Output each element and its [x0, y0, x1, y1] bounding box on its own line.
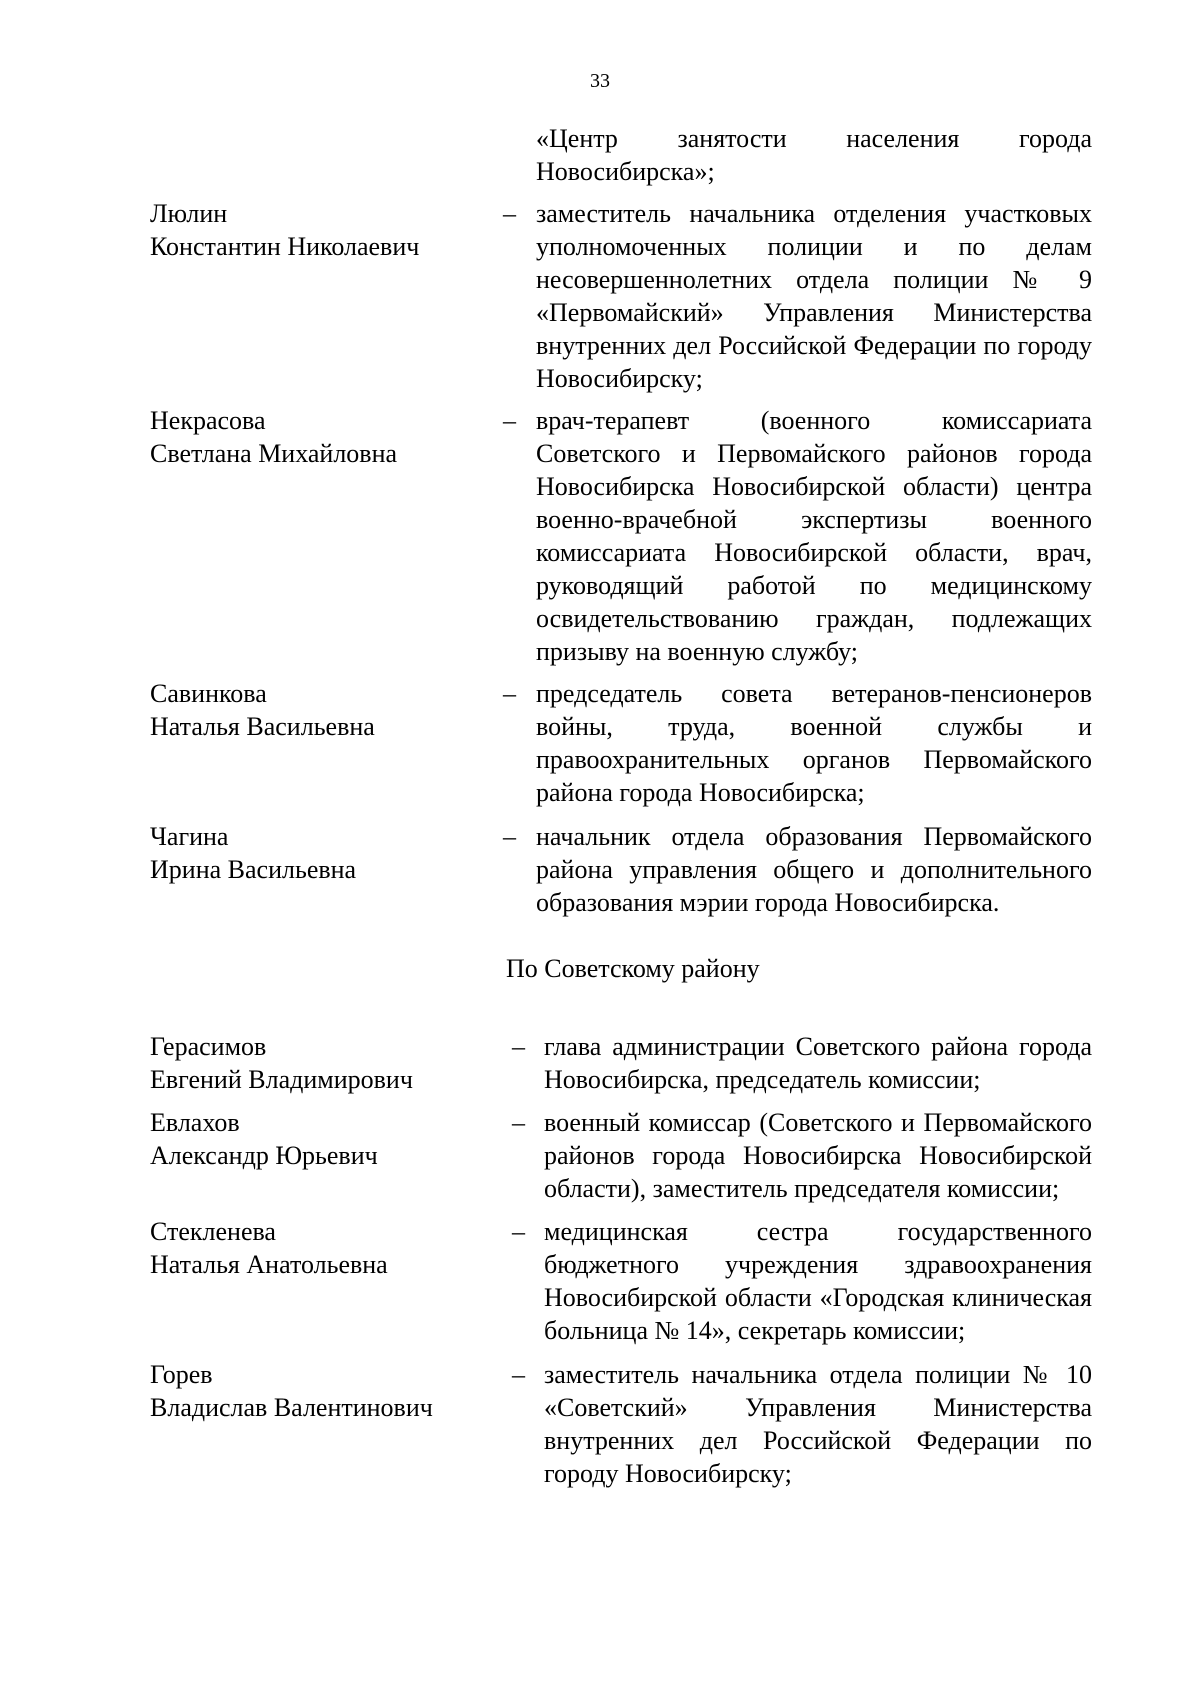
dash-separator: –	[503, 199, 516, 228]
member-given-name: Евгений Владимирович	[150, 1065, 413, 1094]
dash-separator: –	[512, 1032, 525, 1061]
member-surname: Евлахов	[150, 1108, 240, 1137]
page-number: 33	[590, 70, 610, 92]
member-given-name: Александр Юрьевич	[150, 1141, 378, 1170]
member-given-name: Наталья Васильевна	[150, 712, 375, 741]
member-name	[150, 1106, 480, 1172]
member-name	[150, 1215, 480, 1281]
member-surname: Люлин	[150, 199, 228, 228]
member-description: заместитель начальника отдела полиции № 10 «Советский» Управления Министерства внутренних дел Российской Федерации по городу Новосибирску;	[544, 1360, 1092, 1488]
member-surname: Герасимов	[150, 1032, 267, 1061]
member-given-name: Наталья Анатольевна	[150, 1250, 388, 1279]
member-surname: Стекленева	[150, 1217, 276, 1246]
member-description: начальник отдела образования Первомайского района управления общего и дополнительного образования мэрии города Новосибирска.	[536, 822, 1092, 917]
member-surname: Горев	[150, 1360, 213, 1389]
dash-separator: –	[503, 822, 516, 851]
member-name	[150, 1358, 480, 1424]
member-surname: Некрасова	[150, 406, 266, 435]
continued-description: «Центр занятости населения города Новосибирска»;	[536, 124, 1092, 186]
member-name	[150, 820, 480, 886]
member-given-name: Владислав Валентинович	[150, 1393, 433, 1422]
member-description: заместитель начальника отделения участковых уполномоченных полиции и по делам несовершеннолетних отдела полиции № 9 «Первомайский» Управления Министерства внутренних дел Российской Федерации по городу Новосибирску;	[536, 199, 1092, 393]
member-given-name: Ирина Васильевна	[150, 855, 357, 884]
member-description: медицинская сестра государственного бюджетного учреждения здравоохранения Новосибирской области «Городская клиническая больница № 14», секретарь комиссии;	[544, 1217, 1092, 1345]
member-name	[150, 404, 480, 470]
dash-separator: –	[512, 1108, 525, 1137]
member-name	[150, 677, 480, 743]
member-given-name: Светлана Михайловна	[150, 439, 398, 468]
member-description: врач-терапевт (военного комиссариата Советского и Первомайского районов города Новосибирска Новосибирской области) центра военно-врачебной экспертизы военного комиссариата Новосибирской области, врач, руководящий работой по медицинскому освидетельствованию граждан, подлежащих призыву на военную службу;	[536, 406, 1092, 666]
dash-separator: –	[503, 679, 516, 708]
dash-separator: –	[512, 1217, 525, 1246]
member-description: военный комиссар (Советского и Первомайского районов города Новосибирска Новосибирской области), заместитель председателя комиссии;	[544, 1108, 1092, 1203]
member-description: глава администрации Советского района города Новосибирска, председатель комиссии;	[544, 1032, 1092, 1094]
dash-separator: –	[512, 1360, 525, 1389]
dash-separator: –	[503, 406, 516, 435]
member-surname: Чагина	[150, 822, 229, 851]
member-surname: Савинкова	[150, 679, 267, 708]
member-name	[150, 1030, 480, 1096]
member-given-name: Константин Николаевич	[150, 232, 420, 261]
section-heading: По Советскому району	[506, 954, 760, 983]
member-name	[150, 197, 480, 263]
member-description: председатель совета ветеранов-пенсионеров войны, труда, военной службы и правоохранительных органов Первомайского района города Новосибирска;	[536, 679, 1092, 807]
